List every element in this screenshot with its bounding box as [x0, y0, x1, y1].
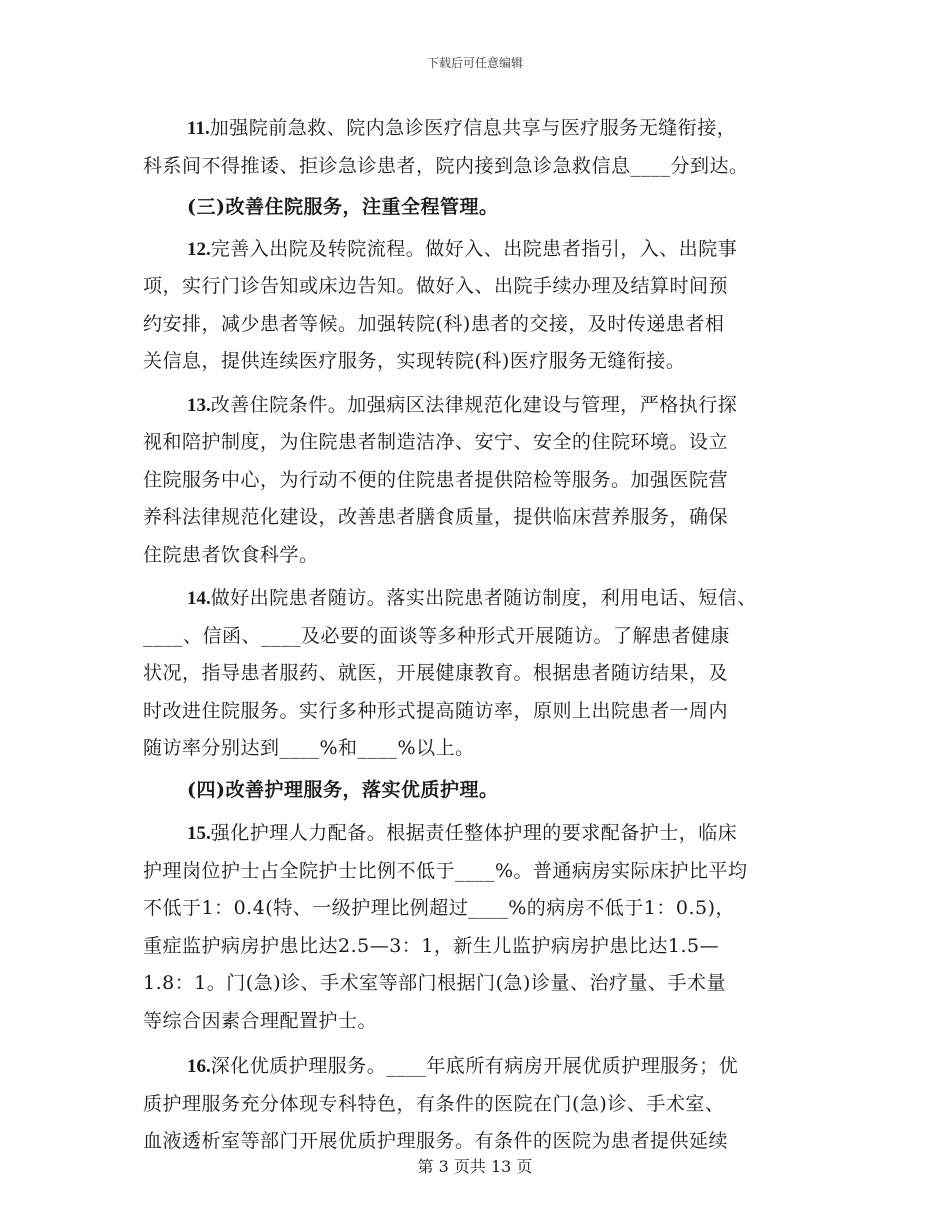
line-text: 视和陪护制度，为住院患者制造洁净、安宁、安全的住院环境。设立	[143, 431, 729, 453]
section-heading	[143, 189, 833, 227]
text-line	[143, 1048, 833, 1086]
numbered-paragraph	[143, 580, 833, 768]
line-text: 加强院前急救、院内急诊医疗信息共享与医疗服务无缝衔接，	[209, 117, 737, 139]
text-line	[143, 148, 833, 186]
line-text: (四)改善护理服务，落实优质护理。	[187, 778, 499, 801]
numbered-paragraph	[143, 231, 833, 381]
text-line	[143, 580, 833, 618]
line-text: 做好出院患者随访。落实出院患者随访制度，利用电话、短信、	[210, 587, 757, 609]
line-text: 住院服务中心，为行动不便的住院患者提供陪检等服务。加强医院营	[143, 468, 729, 491]
item-number: 15.	[187, 823, 211, 844]
line-text: 血液透析室等部门开展优质护理服务。有条件的医院为患者提供延续	[143, 1130, 729, 1152]
text-line	[143, 730, 833, 768]
line-text: 重症监护病房护患比达2.5—3：1，新生儿监护病房护患比达1.5—	[143, 934, 720, 957]
text-line	[143, 499, 833, 537]
text-line	[143, 424, 833, 462]
text-line	[143, 537, 833, 575]
text-line	[143, 693, 833, 731]
line-text: ____、信函、____及必要的面谈等多种形式开展随访。了解患者健康	[143, 624, 731, 647]
text-line	[143, 853, 833, 891]
line-text: 项，实行门诊告知或床边告知。做好入、出院手续办理及结算时间预	[143, 275, 729, 297]
line-text: (三)改善住院服务，注重全程管理。	[187, 196, 499, 218]
text-line	[143, 110, 833, 148]
section-heading	[143, 772, 833, 810]
numbered-paragraph	[143, 815, 833, 1040]
text-line	[143, 965, 833, 1003]
line-text: 完善入出院及转院流程。做好入、出院患者指引，入、出院事	[210, 237, 738, 260]
line-text: 深化优质护理服务。____年底所有病房开展优质护理服务；优	[210, 1055, 739, 1077]
item-number: 11.	[187, 118, 210, 139]
text-line	[143, 387, 833, 425]
line-text: 随访率分别达到____%和____%以上。	[143, 737, 475, 759]
item-number: 12.	[187, 238, 211, 260]
text-line	[143, 928, 833, 966]
text-line	[143, 772, 833, 810]
text-line	[143, 306, 833, 344]
text-line	[143, 655, 833, 693]
numbered-paragraph	[143, 387, 833, 575]
line-text: 时改进住院服务。实行多种形式提高随访率，原则上出院患者一周内	[143, 699, 729, 722]
item-number: 13.	[187, 394, 211, 416]
item-number: 14.	[187, 588, 211, 609]
numbered-paragraph	[143, 1048, 833, 1161]
line-text: 不低于1：0.4(特、一级护理比例超过____%的病房不低于1：0.5)，	[143, 897, 735, 919]
line-text: 等综合因素合理配置护士。	[143, 1009, 378, 1032]
text-line	[143, 189, 833, 227]
line-text: 质护理服务充分体现专科特色，有条件的医院在门(急)诊、手术室、	[143, 1092, 725, 1115]
text-line	[143, 618, 833, 656]
line-text: 住院患者饮食科学。	[143, 543, 319, 566]
text-line	[143, 890, 833, 928]
item-number: 16.	[187, 1056, 211, 1077]
line-text: 状况，指导患者服药、就医，开展健康教育。根据患者随访结果，及	[143, 662, 729, 684]
text-line	[143, 268, 833, 306]
text-line	[143, 343, 833, 381]
line-text: 护理岗位护士占全院护士比例不低于____%。普通病房实际床护比平均	[143, 859, 748, 882]
line-text: 改善住院条件。加强病区法律规范化建设与管理，严格执行探	[210, 393, 738, 416]
text-line	[143, 815, 833, 853]
document-body	[143, 110, 833, 1161]
line-text: 强化护理人力配备。根据责任整体护理的要求配备护士，临床	[210, 822, 738, 844]
line-text: 养科法律规范化建设，改善患者膳食质量，提供临床营养服务，确保	[143, 506, 729, 528]
text-line	[143, 1086, 833, 1124]
line-text: 1.8：1。门(急)诊、手术室等部门根据门(急)诊量、治疗量、手术量	[143, 972, 726, 994]
numbered-paragraph	[143, 110, 833, 185]
text-line	[143, 231, 833, 269]
line-text: 关信息，提供连续医疗服务，实现转院(科)医疗服务无缝衔接。	[143, 350, 686, 372]
line-text: 科系间不得推诿、拒诊急诊患者，院内接到急诊急救信息____分到达。	[143, 154, 749, 177]
text-line	[143, 462, 833, 500]
line-text: 约安排，减少患者等候。加强转院(科)患者的交接，及时传递患者相	[143, 312, 725, 335]
text-line	[143, 1003, 833, 1041]
page-header: 下载后可任意编辑	[426, 56, 523, 70]
page-footer: 第 3 页共 13 页	[417, 1157, 533, 1176]
